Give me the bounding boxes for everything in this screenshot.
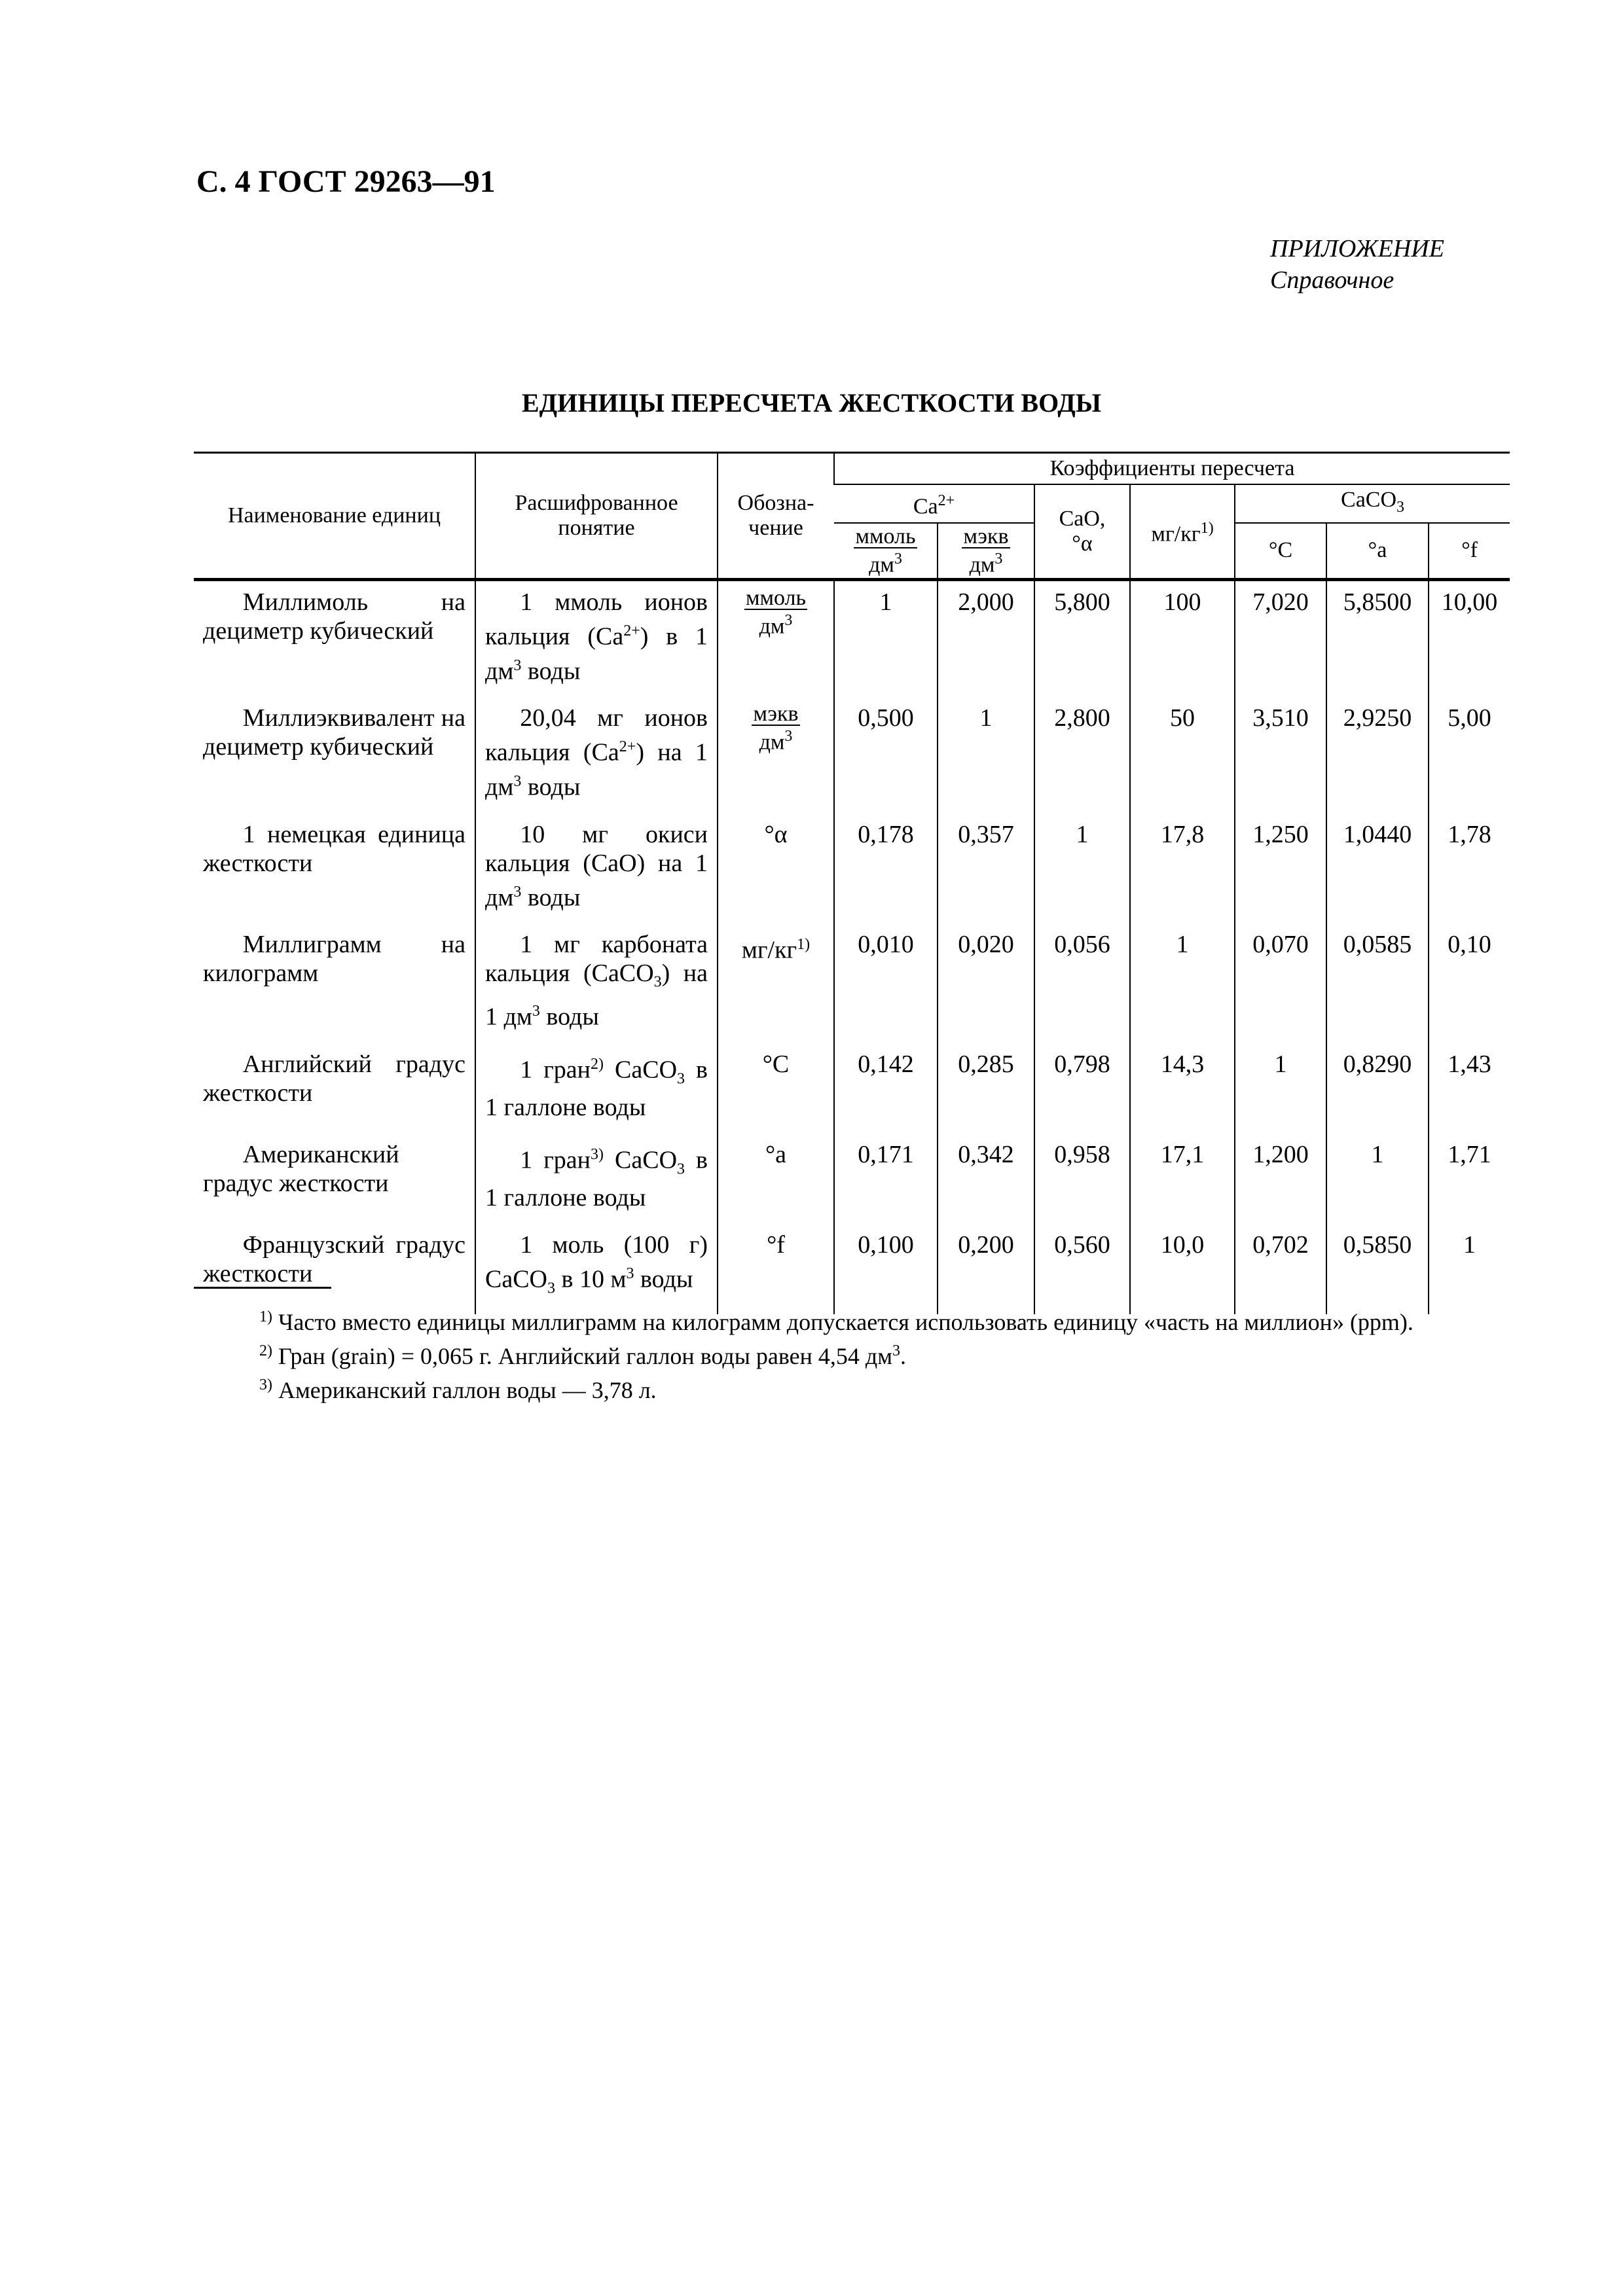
footnote-1: $^{1)}$ Часто вместо единицы миллиграмм на килограмм допускается использовать единицу «часть на миллион» (ppm). bbox=[259, 1308, 1413, 1335]
table-row bbox=[194, 1043, 1510, 1134]
cell-deg-c: 7,020 bbox=[1235, 580, 1326, 698]
cell-deg-a: 1,0440 bbox=[1326, 814, 1429, 924]
table-row bbox=[194, 814, 1510, 924]
cell-mgkg: 17,8 bbox=[1130, 814, 1235, 924]
row-name: Американский градус жесткости bbox=[203, 1140, 399, 1197]
row-symbol: °f bbox=[718, 1224, 834, 1314]
cell-deg-f: 1,71 bbox=[1429, 1134, 1510, 1224]
header-mmol: $\frac{\text{ммоль}}{дм^3}$ bbox=[834, 523, 938, 580]
cell-deg-a: 5,8500 bbox=[1326, 580, 1429, 698]
table-row bbox=[194, 1134, 1510, 1224]
cell-mgkg: 17,1 bbox=[1130, 1134, 1235, 1224]
footnote-3: $^{3)}$ Американский галлон воды — 3,78 л. bbox=[259, 1376, 657, 1403]
cell-mmol: 1 bbox=[834, 580, 938, 698]
cell-deg-f: 1,43 bbox=[1429, 1043, 1510, 1134]
header-mgkg: $мг/кг^{1)}$ bbox=[1130, 484, 1235, 580]
row-symbol: $\frac{\text{мэкв}}{дм^3}$ bbox=[718, 697, 834, 813]
row-symbol: °a bbox=[718, 1134, 834, 1224]
cell-deg-a: 0,8290 bbox=[1326, 1043, 1429, 1134]
row-name: Английский градус жесткости bbox=[203, 1050, 465, 1107]
cell-deg-f: 5,00 bbox=[1429, 697, 1510, 813]
cell-cao: 0,798 bbox=[1034, 1043, 1130, 1134]
appendix-type: Справочное bbox=[1270, 266, 1395, 294]
appendix-label: ПРИЛОЖЕНИЕ bbox=[1270, 235, 1444, 262]
cell-mekv: 0,357 bbox=[938, 814, 1034, 924]
header-deg-a: °a bbox=[1326, 523, 1429, 580]
row-meaning: 1 моль (100 г) CaCO$_3$ в 10 $м^3$ воды bbox=[475, 1224, 718, 1314]
cell-deg-f: 10,00 bbox=[1429, 580, 1510, 698]
cell-mmol: 0,178 bbox=[834, 814, 938, 924]
cell-mekv: 0,285 bbox=[938, 1043, 1034, 1134]
cell-deg-c: 1,200 bbox=[1235, 1134, 1326, 1224]
cell-cao: 0,560 bbox=[1034, 1224, 1130, 1314]
header-meaning: Расшифрованное понятие bbox=[475, 453, 718, 580]
cell-deg-c: 1 bbox=[1235, 1043, 1326, 1134]
row-name: Миллиэквивалент на дециметр кубический bbox=[203, 704, 465, 761]
cell-deg-c: 0,070 bbox=[1235, 924, 1326, 1043]
cell-mgkg: 100 bbox=[1130, 580, 1235, 698]
row-name: 1 немецкая единица жесткости bbox=[203, 820, 465, 877]
row-symbol: °α bbox=[718, 814, 834, 924]
cell-deg-c: 1,250 bbox=[1235, 814, 1326, 924]
footnote-2: $^{2)}$ Гран (grain) = 0,065 г. Английский галлон воды равен 4,54 $дм^3$. bbox=[259, 1342, 907, 1369]
row-symbol: °C bbox=[718, 1043, 834, 1134]
table-row bbox=[194, 580, 1510, 698]
cell-mekv: 0,200 bbox=[938, 1224, 1034, 1314]
footnotes bbox=[194, 1302, 1503, 1405]
table-row bbox=[194, 1224, 1510, 1314]
cell-deg-c: 3,510 bbox=[1235, 697, 1326, 813]
cell-deg-c: 0,702 bbox=[1235, 1224, 1326, 1314]
row-meaning: 20,04 мг ионов кальция $(Ca^{2+})$ на 1 $дм^3$ воды bbox=[475, 697, 718, 813]
header-ca-group: $Ca^{2+}$ bbox=[834, 484, 1034, 523]
header-name: Наименование единиц bbox=[194, 453, 475, 580]
table-row bbox=[194, 697, 1510, 813]
footnote-divider bbox=[194, 1287, 331, 1289]
header-cao: CaO, °α bbox=[1034, 484, 1130, 580]
row-name: Миллиграмм на килограмм bbox=[203, 931, 465, 988]
row-meaning: 1 мг карбоната кальция (CaCO$_3$) на 1 $дм^3$ воды bbox=[475, 924, 718, 1043]
cell-cao: 0,056 bbox=[1034, 924, 1130, 1043]
header-mekv: $\frac{\text{мэкв}}{дм^3}$ bbox=[938, 523, 1034, 580]
row-meaning: 1 гран$^{2)}$ CaCO$_3$ в 1 галлоне воды bbox=[475, 1043, 718, 1134]
cell-deg-a: 0,5850 bbox=[1326, 1224, 1429, 1314]
cell-deg-f: 1,78 bbox=[1429, 814, 1510, 924]
cell-cao: 5,800 bbox=[1034, 580, 1130, 698]
cell-mmol: 0,010 bbox=[834, 924, 938, 1043]
cell-cao: 2,800 bbox=[1034, 697, 1130, 813]
cell-mekv: 0,342 bbox=[938, 1134, 1034, 1224]
row-name: Миллимоль на дециметр кубический bbox=[203, 588, 465, 645]
cell-mekv: 1 bbox=[938, 697, 1034, 813]
row-symbol: $мг/кг^{1)}$ bbox=[718, 924, 834, 1043]
row-meaning: 1 ммоль ионов кальция $(Ca^{2+})$ в 1 $дм^3$ воды bbox=[475, 580, 718, 698]
page-header: С. 4 ГОСТ 29263—91 bbox=[196, 164, 496, 199]
cell-deg-a: 1 bbox=[1326, 1134, 1429, 1224]
header-deg-c: °C bbox=[1235, 523, 1326, 580]
cell-deg-a: 2,9250 bbox=[1326, 697, 1429, 813]
row-meaning: 10 мг окиси кальция (CaO) на 1 $дм^3$ воды bbox=[475, 814, 718, 924]
cell-mgkg: 10,0 bbox=[1130, 1224, 1235, 1314]
table-row bbox=[194, 924, 1510, 1043]
cell-mmol: 0,142 bbox=[834, 1043, 938, 1134]
cell-mmol: 0,100 bbox=[834, 1224, 938, 1314]
cell-mgkg: 1 bbox=[1130, 924, 1235, 1043]
cell-deg-f: 0,10 bbox=[1429, 924, 1510, 1043]
header-caco3-group: CaCO$_3$ bbox=[1235, 484, 1510, 523]
header-symbol: Обозна-чение bbox=[718, 453, 834, 580]
cell-mmol: 0,500 bbox=[834, 697, 938, 813]
cell-deg-a: 0,0585 bbox=[1326, 924, 1429, 1043]
row-name: Французский градус жесткости bbox=[203, 1231, 465, 1288]
hardness-conversion-table bbox=[194, 452, 1510, 1314]
cell-mmol: 0,171 bbox=[834, 1134, 938, 1224]
cell-cao: 0,958 bbox=[1034, 1134, 1130, 1224]
cell-deg-f: 1 bbox=[1429, 1224, 1510, 1314]
row-symbol: $\frac{\text{ммоль}}{дм^3}$ bbox=[718, 580, 834, 698]
row-meaning: 1 гран$^{3)}$ CaCO$_3$ в 1 галлоне воды bbox=[475, 1134, 718, 1224]
cell-mgkg: 50 bbox=[1130, 697, 1235, 813]
table-title: ЕДИНИЦЫ ПЕРЕСЧЕТА ЖЕСТКОСТИ ВОДЫ bbox=[521, 388, 1102, 418]
cell-mgkg: 14,3 bbox=[1130, 1043, 1235, 1134]
cell-mekv: 0,020 bbox=[938, 924, 1034, 1043]
appendix-block bbox=[1270, 233, 1444, 296]
cell-cao: 1 bbox=[1034, 814, 1130, 924]
header-coefficients: Коэффициенты пересчета bbox=[834, 453, 1510, 485]
header-deg-f: °f bbox=[1429, 523, 1510, 580]
cell-mekv: 2,000 bbox=[938, 580, 1034, 698]
